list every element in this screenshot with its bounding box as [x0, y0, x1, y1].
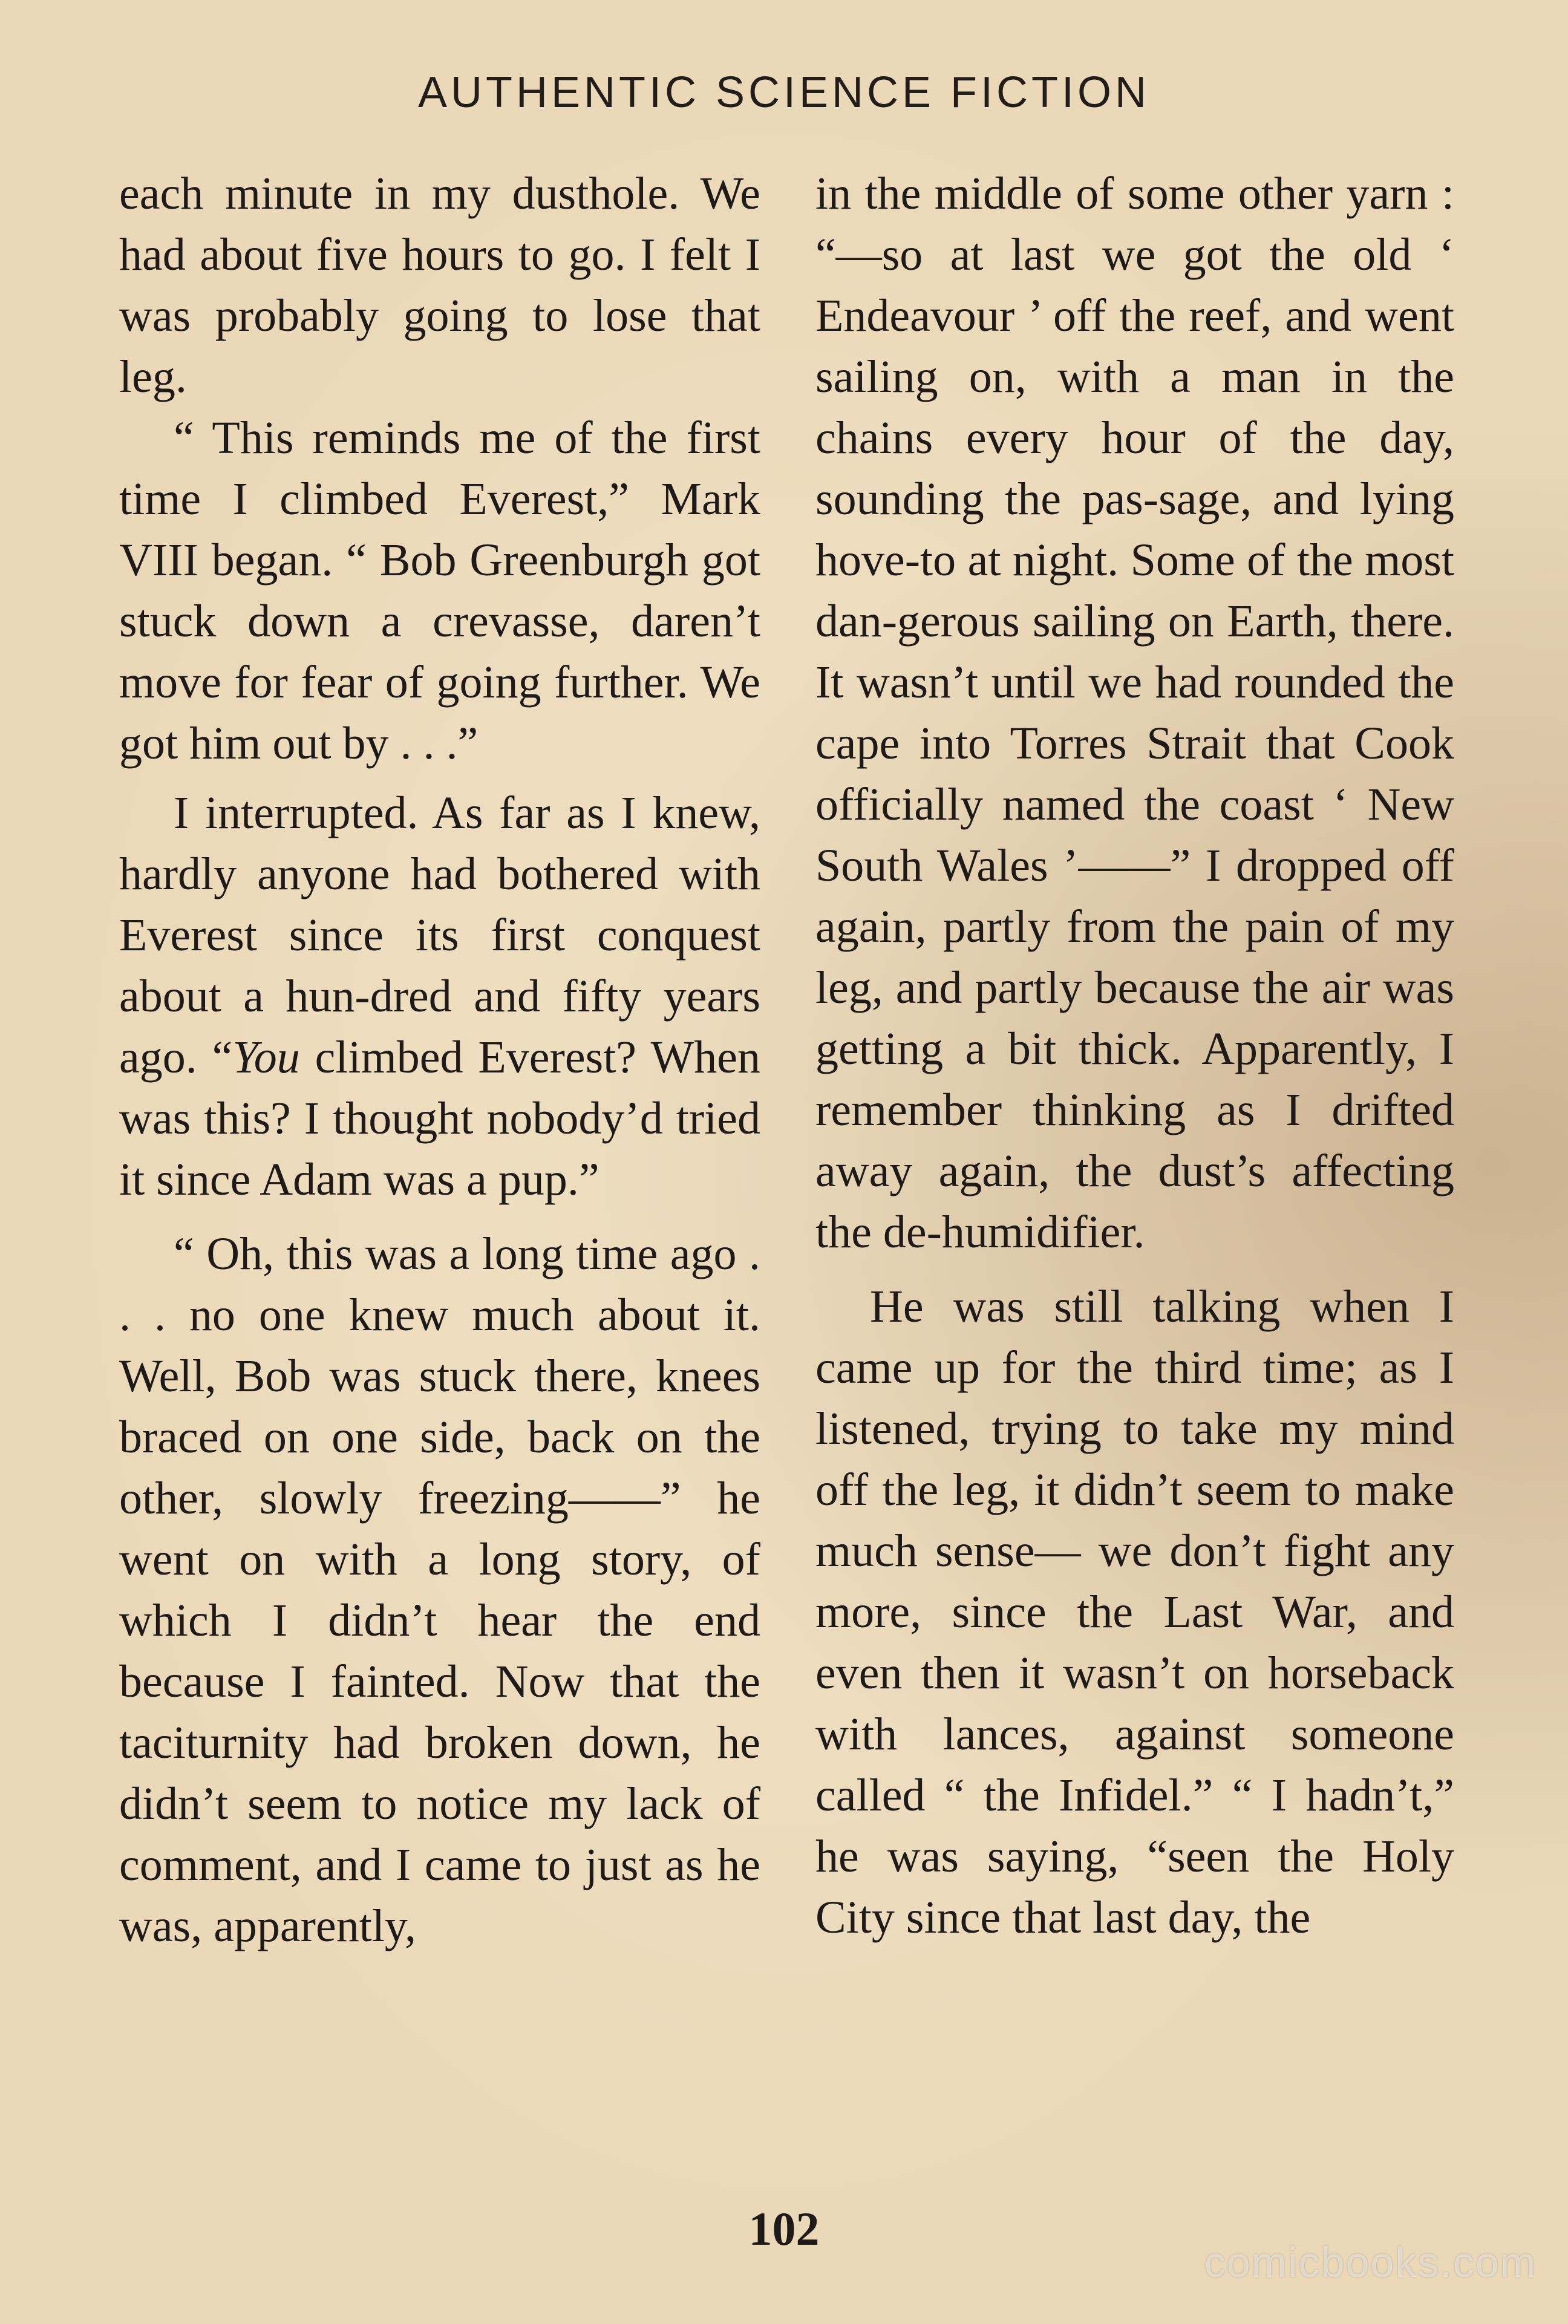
page-number: 102	[748, 2202, 820, 2255]
paragraph: in the middle of some other yarn : “—so at last we got the old ‘ Endeavour ’ off the reef, and went sailing on, with a man in the chains every hour of the day, sounding the pas-sage, and lying hove-to at night. Some of the most dan-gerous sailing on Earth, there. It wasn’t until we had rounded the cape into Torres Strait that Cook officially named the coast ‘ New South Wales ’——” I dropped off again, partly from the pain of my leg, and partly because the air was getting a bit thick. Apparently, I remember thinking as I drifted away again, the dust’s affecting the de-humidifier.	[815, 168, 1454, 1258]
paragraph: each minute in my dusthole. We had about five hours to go. I felt I was probably going to lose that leg.	[119, 168, 760, 402]
paragraph: “ Oh, this was a long time ago . . . no one knew much about it. Well, Bob was stuck there, knees braced on one side, back on the other, slowly freezing——” he went on with a long story, of which I didn’t hear the end because I fainted. Now that the taciturnity had broken down, he didn’t seem to notice my lack of comment, and I came to just as he was, apparently,	[119, 1229, 760, 1951]
right-column	[815, 163, 1454, 1948]
paragraph: “ This reminds me of the first time I climbed Everest,” Mark VIII began. “ Bob Greenburgh got stuck down a crevasse, daren’t move for fear of going further. We got him out by . . .”	[119, 413, 760, 769]
watermark: comicbooks.com	[1204, 2239, 1537, 2286]
paragraph: He was still talking when I came up for the third time; as I listened, trying to take my mind off the leg, it didn’t seem to make much sense— we don’t fight any more, since the Last War, and even then it wasn’t on horseback with lances, against someone called “ the Infidel.” “ I hadn’t,” he was saying, “seen the Holy City since that last day, the	[815, 1281, 1454, 1943]
paragraph-text: climbed Everest? When was this? I thought nobody’d tried it since Adam was a pup.”	[119, 1032, 761, 1205]
quote-mark: “	[212, 1032, 233, 1083]
running-title: AUTHENTIC SCIENCE FICTION	[417, 68, 1151, 117]
left-column	[119, 163, 760, 1957]
paragraph	[119, 783, 760, 1210]
emphasis-text: You	[232, 1032, 300, 1083]
paragraph-text: I interrupted. As far as I knew, hardly anyone had bothered with Everest since its first conquest about a hun-dred and fifty years ago.	[119, 788, 760, 1083]
